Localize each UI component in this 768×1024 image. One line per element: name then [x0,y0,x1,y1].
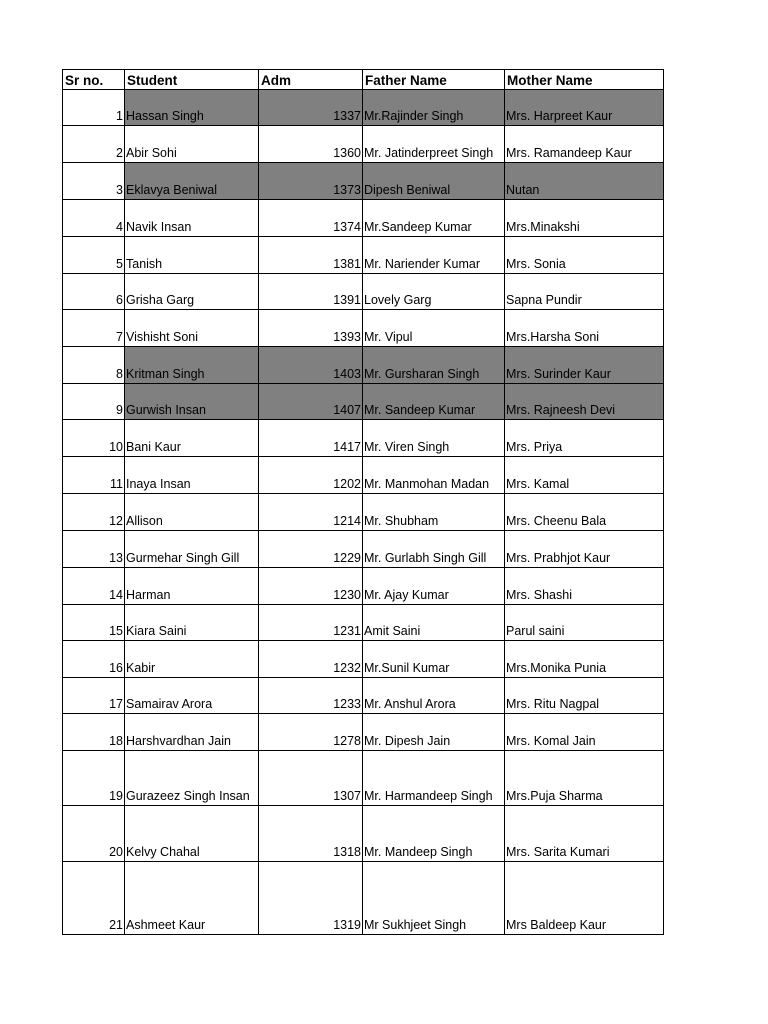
cell-sr-no: 11 [63,457,125,494]
cell-mother-name: Mrs.Monika Punia [505,641,664,678]
cell-father-name: Mr. Vipul [363,310,505,347]
cell-student: Kelvy Chahal [125,806,259,862]
table-row [63,806,664,862]
cell-sr-no: 7 [63,310,125,347]
table-row [63,457,664,494]
header-sr-no: Sr no. [63,70,125,90]
cell-adm: 1278 [259,714,363,751]
cell-adm: 1232 [259,641,363,678]
header-father-name: Father Name [363,70,505,90]
cell-father-name: Amit Saini [363,605,505,641]
cell-sr-no: 10 [63,420,125,457]
cell-student: Bani Kaur [125,420,259,457]
cell-mother-name: Mrs. Sonia [505,237,664,274]
cell-student: Inaya Insan [125,457,259,494]
cell-mother-name: Nutan [505,163,664,200]
cell-mother-name: Mrs. Shashi [505,568,664,605]
cell-sr-no: 4 [63,200,125,237]
cell-adm: 1307 [259,751,363,806]
cell-father-name: Mr. Gurlabh Singh Gill [363,531,505,568]
cell-adm: 1214 [259,494,363,531]
cell-sr-no: 3 [63,163,125,200]
table-row [63,237,664,274]
cell-sr-no: 21 [63,862,125,935]
cell-sr-no: 5 [63,237,125,274]
table-row [63,494,664,531]
header-mother-name: Mother Name [505,70,664,90]
cell-mother-name: Mrs. Rajneesh Devi [505,384,664,420]
cell-father-name: Mr. Mandeep Singh [363,806,505,862]
cell-sr-no: 19 [63,751,125,806]
cell-sr-no: 15 [63,605,125,641]
cell-adm: 1374 [259,200,363,237]
table-row [63,751,664,806]
cell-student: Grisha Garg [125,274,259,310]
cell-mother-name: Mrs. Ramandeep Kaur [505,126,664,163]
cell-student: Kiara Saini [125,605,259,641]
table-row [63,568,664,605]
cell-father-name: Mr. Jatinderpreet Singh [363,126,505,163]
cell-sr-no: 9 [63,384,125,420]
cell-mother-name: Mrs. Harpreet Kaur [505,90,664,126]
cell-sr-no: 20 [63,806,125,862]
cell-father-name: Mr. Gursharan Singh [363,347,505,384]
cell-sr-no: 1 [63,90,125,126]
cell-adm: 1360 [259,126,363,163]
table-row [63,678,664,714]
cell-mother-name: Mrs.Minakshi [505,200,664,237]
cell-adm: 1417 [259,420,363,457]
cell-father-name: Dipesh Beniwal [363,163,505,200]
cell-sr-no: 18 [63,714,125,751]
table-row [63,641,664,678]
cell-father-name: Mr. Dipesh Jain [363,714,505,751]
cell-student: Navik Insan [125,200,259,237]
cell-student: Gurazeez Singh Insan [125,751,259,806]
cell-father-name: Mr. Nariender Kumar [363,237,505,274]
cell-mother-name: Mrs.Puja Sharma [505,751,664,806]
table-row [63,274,664,310]
table-row [63,714,664,751]
cell-student: Kabir [125,641,259,678]
cell-student: Gurmehar Singh Gill [125,531,259,568]
cell-mother-name: Mrs. Ritu Nagpal [505,678,664,714]
cell-father-name: Mr. Harmandeep Singh [363,751,505,806]
cell-student: Ashmeet Kaur [125,862,259,935]
cell-student: Tanish [125,237,259,274]
cell-student: Abir Sohi [125,126,259,163]
cell-adm: 1403 [259,347,363,384]
cell-adm: 1318 [259,806,363,862]
cell-adm: 1319 [259,862,363,935]
cell-mother-name: Mrs Baldeep Kaur [505,862,664,935]
cell-mother-name: Mrs. Prabhjot Kaur [505,531,664,568]
cell-mother-name: Parul saini [505,605,664,641]
cell-father-name: Mr. Anshul Arora [363,678,505,714]
cell-sr-no: 14 [63,568,125,605]
cell-student: Harman [125,568,259,605]
cell-student: Hassan Singh [125,90,259,126]
cell-father-name: Lovely Garg [363,274,505,310]
table-row [63,862,664,935]
cell-sr-no: 8 [63,347,125,384]
cell-father-name: Mr Sukhjeet Singh [363,862,505,935]
table-row [63,310,664,347]
cell-adm: 1373 [259,163,363,200]
cell-mother-name: Mrs. Cheenu Bala [505,494,664,531]
header-student: Student [125,70,259,90]
cell-adm: 1391 [259,274,363,310]
table-row [63,200,664,237]
cell-adm: 1230 [259,568,363,605]
cell-mother-name: Mrs. Sarita Kumari [505,806,664,862]
cell-mother-name: Mrs. Surinder Kaur [505,347,664,384]
cell-adm: 1407 [259,384,363,420]
cell-mother-name: Mrs. Priya [505,420,664,457]
table-row [63,605,664,641]
cell-adm: 1231 [259,605,363,641]
table-row [63,420,664,457]
cell-mother-name: Mrs.Harsha Soni [505,310,664,347]
cell-adm: 1393 [259,310,363,347]
cell-mother-name: Mrs. Komal Jain [505,714,664,751]
cell-father-name: Mr. Shubham [363,494,505,531]
table-row [63,163,664,200]
cell-father-name: Mr. Sandeep Kumar [363,384,505,420]
cell-sr-no: 13 [63,531,125,568]
cell-student: Vishisht Soni [125,310,259,347]
cell-student: Gurwish Insan [125,384,259,420]
cell-father-name: Mr.Sandeep Kumar [363,200,505,237]
student-table [62,69,664,935]
cell-adm: 1202 [259,457,363,494]
cell-father-name: Mr. Manmohan Madan [363,457,505,494]
cell-student: Kritman Singh [125,347,259,384]
header-adm: Adm [259,70,363,90]
cell-father-name: Mr. Viren Singh [363,420,505,457]
header-row [63,70,664,90]
cell-sr-no: 16 [63,641,125,678]
cell-student: Eklavya Beniwal [125,163,259,200]
cell-father-name: Mr.Sunil Kumar [363,641,505,678]
cell-student: Samairav Arora [125,678,259,714]
cell-mother-name: Sapna Pundir [505,274,664,310]
cell-student: Allison [125,494,259,531]
cell-sr-no: 2 [63,126,125,163]
cell-adm: 1233 [259,678,363,714]
table-row [63,384,664,420]
cell-father-name: Mr.Rajinder Singh [363,90,505,126]
cell-adm: 1381 [259,237,363,274]
table-row [63,126,664,163]
table-row [63,347,664,384]
cell-student: Harshvardhan Jain [125,714,259,751]
cell-mother-name: Mrs. Kamal [505,457,664,494]
cell-father-name: Mr. Ajay Kumar [363,568,505,605]
table-row [63,90,664,126]
table-row [63,531,664,568]
cell-sr-no: 6 [63,274,125,310]
cell-adm: 1229 [259,531,363,568]
cell-sr-no: 12 [63,494,125,531]
cell-sr-no: 17 [63,678,125,714]
cell-adm: 1337 [259,90,363,126]
